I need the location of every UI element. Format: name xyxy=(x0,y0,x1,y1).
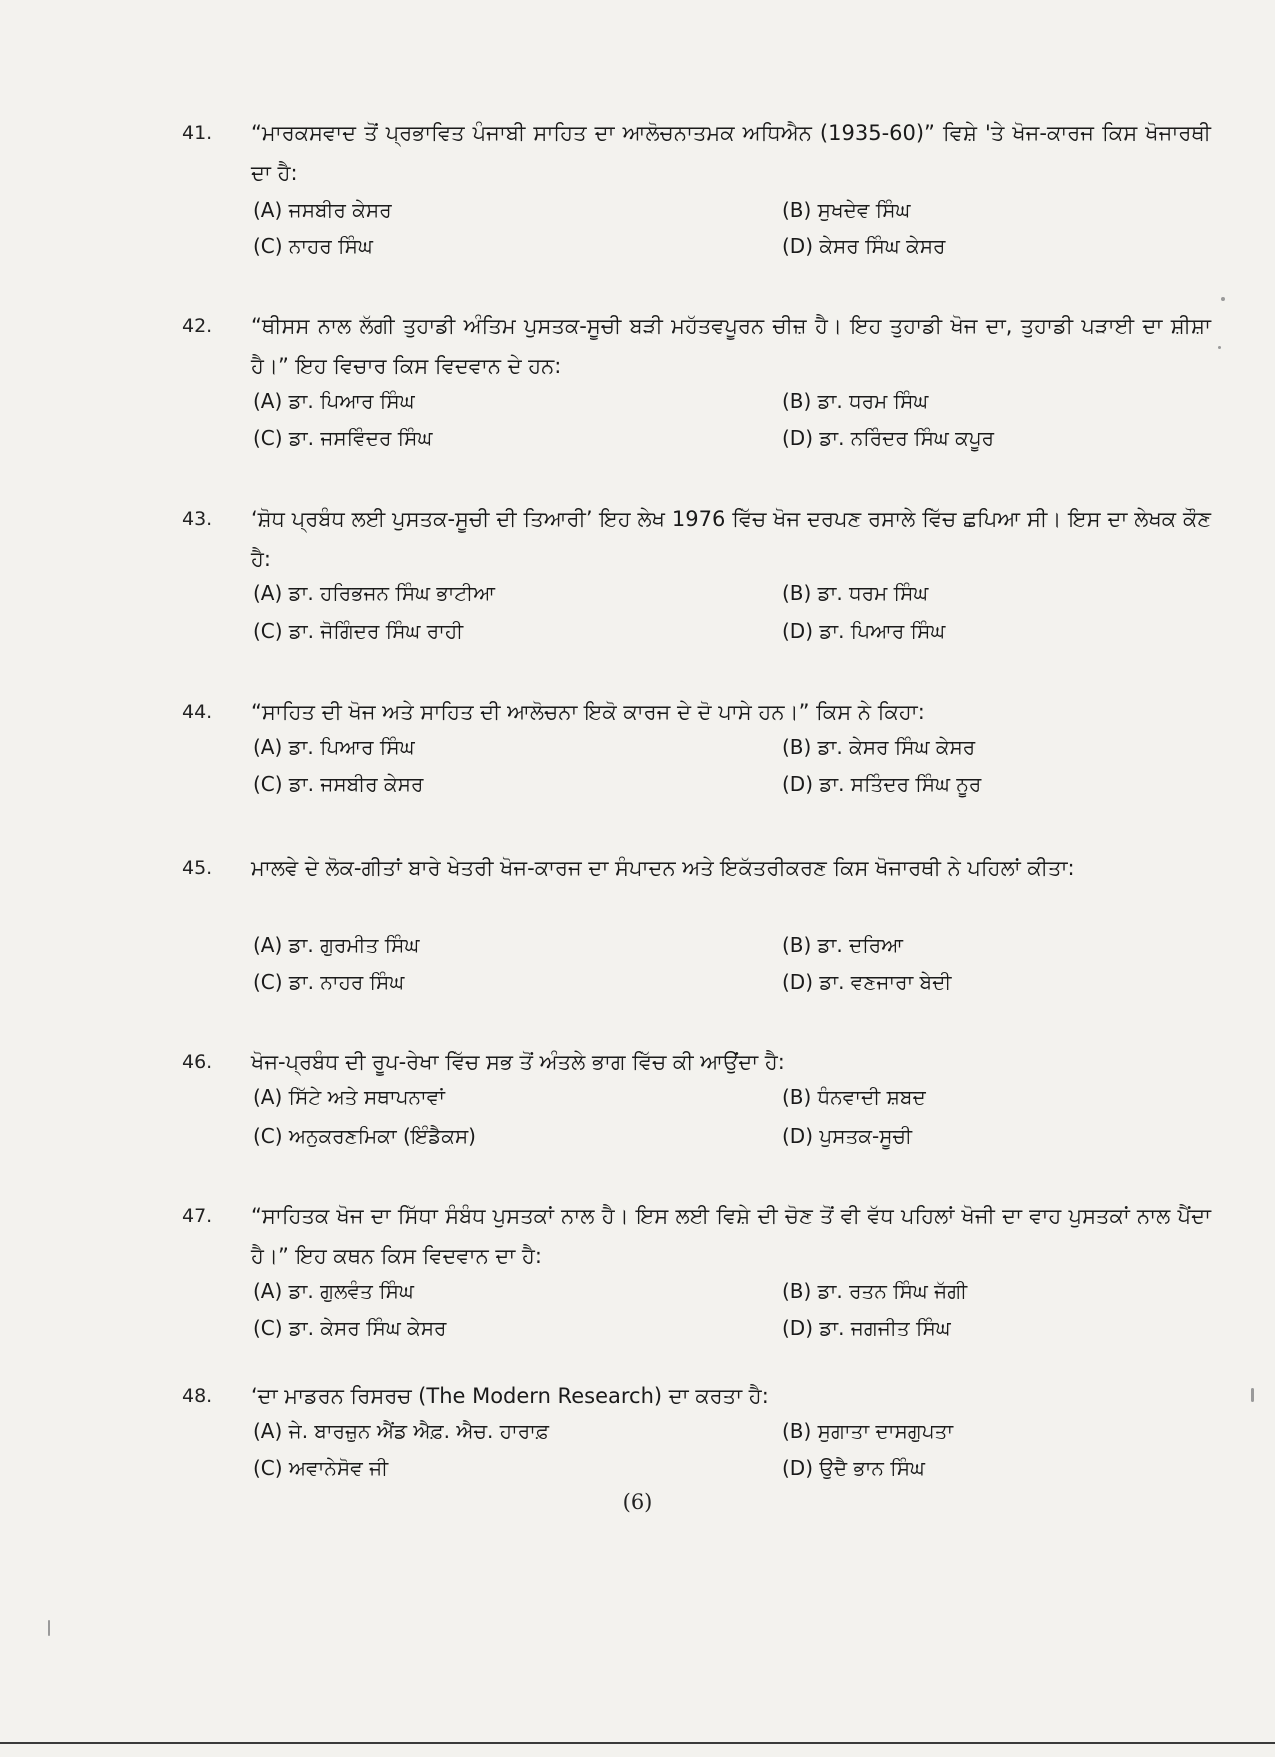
question-text: ਖੋਜ-ਪ੍ਰਬੰਧ ਦੀ ਰੂਪ-ਰੇਖਾ ਵਿੱਚ ਸਭ ਤੋਂ ਅੰਤਲੇ ਭਾਗ ਵਿੱਚ ਕੀ ਆਉਂਦਾ ਹੈ: xyxy=(251,1050,785,1074)
option-c: (C) ਡਾ. ਕੇਸਰ ਸਿੰਘ ਕੇਸਰ xyxy=(253,1316,447,1340)
option-c: (C) ਅਨੁਕਰਣਮਿਕਾ (ਇੰਡੈਕਸ) xyxy=(253,1124,476,1148)
option-c: (C) ਅਵਾਨੇਸੋਵ ਜੀ xyxy=(253,1456,389,1480)
option-b: (B) ਸੁਖਦੇਵ ਸਿੰਘ xyxy=(782,198,911,222)
question-number: 42. xyxy=(182,315,213,337)
option-d: (D) ਕੇਸਰ ਸਿੰਘ ਕੇਸਰ xyxy=(782,234,946,258)
option-a: (A) ਸਿੱਟੇ ਅਤੇ ਸਥਾਪਨਾਵਾਂ xyxy=(253,1085,445,1109)
scan-speck xyxy=(1218,346,1221,349)
option-b: (B) ਸੁਗਾਤਾ ਦਾਸਗੁਪਤਾ xyxy=(782,1419,954,1443)
option-d: (D) ਡਾ. ਸਤਿੰਦਰ ਸਿੰਘ ਨੂਰ xyxy=(782,772,982,796)
question-number: 43. xyxy=(182,508,213,530)
question-number: 46. xyxy=(182,1051,213,1073)
question-number: 47. xyxy=(182,1205,213,1227)
option-c: (C) ਡਾ. ਨਾਹਰ ਸਿੰਘ xyxy=(253,970,405,994)
question-text: “ਮਾਰਕਸਵਾਦ ਤੋਂ ਪ੍ਰਭਾਵਿਤ ਪੰਜਾਬੀ ਸਾਹਿਤ ਦਾ ਆਲੋਚਨਾਤਮਕ ਅਧਿਐਨ (1935-60)” ਵਿਸ਼ੇ 'ਤੇ ਖੋਜ-ਕਾਰਜ ਕਿਸ ਖੋਜਾਰਥੀ ਦਾ ਹੈ: xyxy=(251,121,1211,185)
option-a: (A) ਡਾ. ਗੁਰਮੀਤ ਸਿੰਘ xyxy=(253,933,420,957)
option-c: (C) ਡਾ. ਜਸਵਿੰਦਰ ਸਿੰਘ xyxy=(253,426,433,450)
scan-speck xyxy=(1251,1388,1254,1402)
question-text: “ਸਾਹਿਤਕ ਖੋਜ ਦਾ ਸਿੱਧਾ ਸੰਬੰਧ ਪੁਸਤਕਾਂ ਨਾਲ ਹੈ। ਇਸ ਲਈ ਵਿਸ਼ੇ ਦੀ ਚੋਣ ਤੋਂ ਵੀ ਵੱਧ ਪਹਿਲਾਂ ਖੋਜੀ ਦਾ ਵਾਹ ਪੁਸਤਕਾਂ ਨਾਲ ਪੈਂਦਾ ਹੈ।” ਇਹ ਕਥਨ ਕਿਸ ਵਿਦਵਾਨ ਦਾ ਹੈ: xyxy=(251,1204,1211,1268)
question-number: 45. xyxy=(182,857,213,879)
scan-speck xyxy=(1221,297,1225,301)
question-number: 41. xyxy=(182,122,213,144)
question-number: 44. xyxy=(182,701,213,723)
page-number: (6) xyxy=(622,1490,653,1514)
question-text: ‘ਦਾ ਮਾਡਰਨ ਰਿਸਰਚ (The Modern Research) ਦਾ ਕਰਤਾ ਹੈ: xyxy=(251,1384,769,1408)
option-d: (D) ਡਾ. ਨਰਿੰਦਰ ਸਿੰਘ ਕਪੂਰ xyxy=(782,426,995,450)
option-d: (D) ਉਦੈ ਭਾਨ ਸਿੰਘ xyxy=(782,1456,925,1480)
question-number: 48. xyxy=(182,1385,213,1407)
option-a: (A) ਡਾ. ਪਿਆਰ ਸਿੰਘ xyxy=(253,735,415,759)
scan-speck xyxy=(48,1620,50,1636)
option-a: (A) ਡਾ. ਪਿਆਰ ਸਿੰਘ xyxy=(253,389,415,413)
option-c: (C) ਡਾ. ਜਸਬੀਰ ਕੇਸਰ xyxy=(253,772,424,796)
option-b: (B) ਡਾ. ਦਰਿਆ xyxy=(782,933,903,957)
question-text: ‘ਸ਼ੋਧ ਪ੍ਰਬੰਧ ਲਈ ਪੁਸਤਕ-ਸੂਚੀ ਦੀ ਤਿਆਰੀ’ ਇਹ ਲੇਖ 1976 ਵਿੱਚ ਖੋਜ ਦਰਪਣ ਰਸਾਲੇ ਵਿੱਚ ਛਪਿਆ ਸੀ। ਇਸ ਦਾ ਲੇਖਕ ਕੌਣ ਹੈ: xyxy=(251,507,1211,571)
question-text: “ਥੀਸਸ ਨਾਲ ਲੱਗੀ ਤੁਹਾਡੀ ਅੰਤਿਮ ਪੁਸਤਕ-ਸੂਚੀ ਬੜੀ ਮਹੱਤਵਪੂਰਨ ਚੀਜ਼ ਹੈ। ਇਹ ਤੁਹਾਡੀ ਖੋਜ ਦਾ, ਤੁਹਾਡੀ ਪੜਾਈ ਦਾ ਸ਼ੀਸ਼ਾ ਹੈ।” ਇਹ ਵਿਚਾਰ ਕਿਸ ਵਿਦਵਾਨ ਦੇ ਹਨ: xyxy=(251,314,1211,378)
option-c: (C) ਡਾ. ਜੋਗਿੰਦਰ ਸਿੰਘ ਰਾਹੀ xyxy=(253,619,464,643)
question-text: ਮਾਲਵੇ ਦੇ ਲੋਕ-ਗੀਤਾਂ ਬਾਰੇ ਖੇਤਰੀ ਖੋਜ-ਕਾਰਜ ਦਾ ਸੰਪਾਦਨ ਅਤੇ ਇਕੱਤਰੀਕਰਣ ਕਿਸ ਖੋਜਾਰਥੀ ਨੇ ਪਹਿਲਾਂ ਕੀਤਾ: xyxy=(251,856,1075,880)
option-b: (B) ਡਾ. ਧਰਮ ਸਿੰਘ xyxy=(782,389,929,413)
option-a: (A) ਡਾ. ਗੁਲਵੰਤ ਸਿੰਘ xyxy=(253,1279,414,1303)
option-d: (D) ਡਾ. ਜਗਜੀਤ ਸਿੰਘ xyxy=(782,1316,951,1340)
question-text: “ਸਾਹਿਤ ਦੀ ਖੋਜ ਅਤੇ ਸਾਹਿਤ ਦੀ ਆਲੋਚਨਾ ਇਕੋ ਕਾਰਜ ਦੇ ਦੋ ਪਾਸੇ ਹਨ।” ਕਿਸ ਨੇ ਕਿਹਾ: xyxy=(251,700,925,724)
option-d: (D) ਪੁਸਤਕ-ਸੂਚੀ xyxy=(782,1124,913,1148)
option-a: (A) ਜਸਬੀਰ ਕੇਸਰ xyxy=(253,198,392,222)
scan-edge-line xyxy=(0,1742,1275,1744)
option-d: (D) ਡਾ. ਪਿਆਰ ਸਿੰਘ xyxy=(782,619,946,643)
option-b: (B) ਡਾ. ਧਰਮ ਸਿੰਘ xyxy=(782,581,929,605)
option-c: (C) ਨਾਹਰ ਸਿੰਘ xyxy=(253,234,373,258)
option-b: (B) ਡਾ. ਰਤਨ ਸਿੰਘ ਜੱਗੀ xyxy=(782,1279,968,1303)
option-a: (A) ਡਾ. ਹਰਿਭਜਨ ਸਿੰਘ ਭਾਟੀਆ xyxy=(253,581,495,605)
option-b: (B) ਡਾ. ਕੇਸਰ ਸਿੰਘ ਕੇਸਰ xyxy=(782,735,976,759)
option-d: (D) ਡਾ. ਵਣਜਾਰਾ ਬੇਦੀ xyxy=(782,970,952,994)
option-b: (B) ਧੰਨਵਾਦੀ ਸ਼ਬਦ xyxy=(782,1085,926,1109)
option-a: (A) ਜੇ. ਬਾਰਜ਼ੁਨ ਐਂਡ ਐਫ਼. ਐਚ. ਹਾਰਾਫ਼ xyxy=(253,1419,549,1443)
